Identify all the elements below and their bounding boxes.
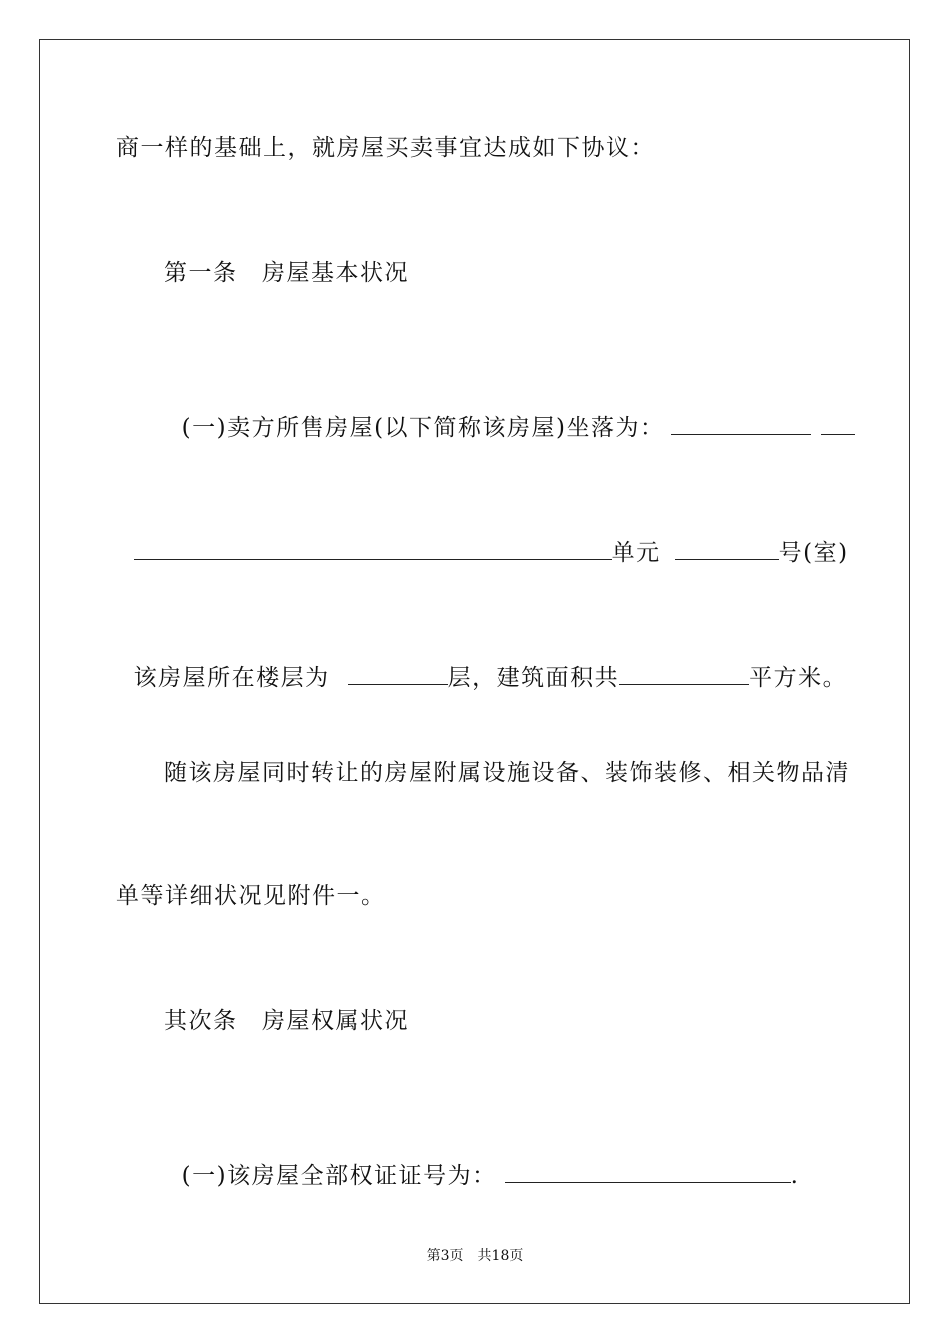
location-blank-2[interactable] (821, 414, 855, 435)
unit-label: 单元 (611, 540, 661, 566)
item-1-location-line (164, 383, 855, 443)
item-1-location-label: (一)卖方所售房屋(以下简称该房屋)坐落为： (181, 415, 665, 441)
location-blank-3[interactable] (134, 539, 612, 560)
location-blank-1[interactable] (671, 414, 811, 435)
attachments-line-2: 单等详细状况见附件一。 (116, 883, 386, 909)
floor-label: 该房屋所在楼层为 (133, 665, 330, 691)
certificate-number-blank[interactable] (505, 1162, 791, 1183)
intro-line: 商一样的基础上，就房屋买卖事宜达成如下协议： (116, 135, 655, 161)
room-label: 号(室) (778, 540, 849, 566)
area-unit: 平方米。 (749, 665, 848, 691)
article-1-heading: 第一条 房屋基本状况 (164, 260, 409, 286)
page-number-footer: 第3页 共18页 (426, 1248, 524, 1264)
floor-area-line (116, 633, 847, 693)
attachments-line-1: 随该房屋同时转让的房屋附属设施设备、装饰装修、相关物品清 (164, 760, 850, 786)
certificate-end: . (790, 1163, 800, 1189)
area-blank[interactable] (619, 664, 749, 685)
area-label: 层，建筑面积共 (447, 665, 620, 691)
article-2-heading: 其次条 房屋权属状况 (164, 1008, 409, 1034)
floor-blank[interactable] (348, 664, 448, 685)
unit-room-line (116, 508, 849, 568)
room-number-blank[interactable] (675, 539, 779, 560)
certificate-label: (一)该房屋全部权证证号为： (181, 1163, 497, 1189)
item-2-certificate-line (164, 1131, 799, 1191)
